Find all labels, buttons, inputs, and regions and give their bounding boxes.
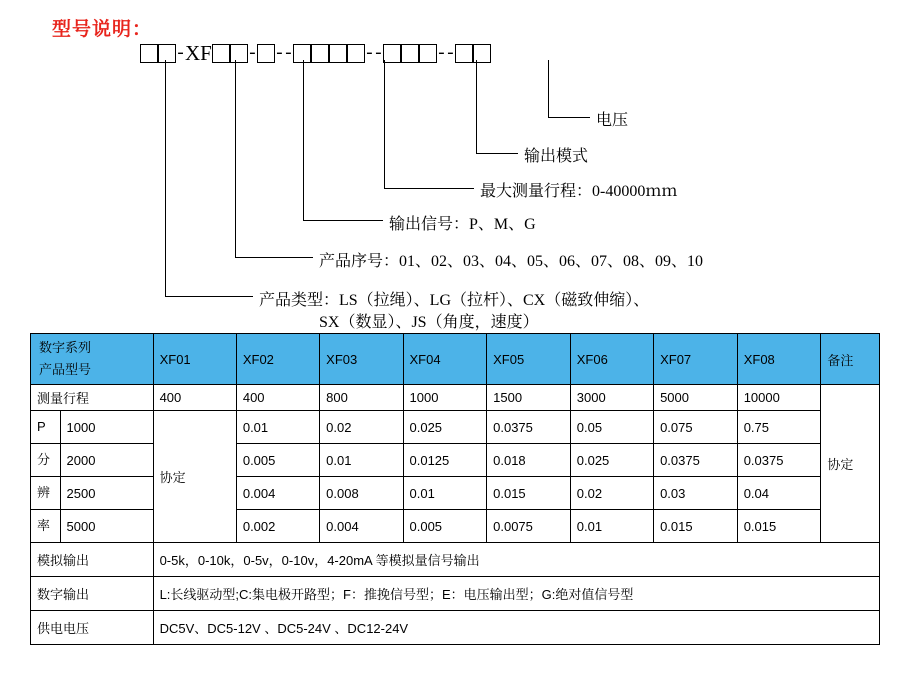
table-row-digital-output <box>31 577 880 611</box>
code-box <box>212 44 230 63</box>
resolution-5000-xf06: 0.01 <box>570 510 653 543</box>
header-cell-xf02: XF02 <box>236 334 319 385</box>
code-box <box>383 44 401 63</box>
resolution-1000-xf03: 0.02 <box>320 411 403 444</box>
header-cell-xf08: XF08 <box>737 334 821 385</box>
resolution-2500-xf06: 0.02 <box>570 477 653 510</box>
header-line-1: 数字系列 <box>39 340 92 355</box>
code-box <box>293 44 311 63</box>
page-title: 型号说明： <box>52 19 153 40</box>
model-code-row <box>140 40 491 66</box>
code-box <box>329 44 347 63</box>
resolution-5000-xf02: 0.002 <box>236 510 319 543</box>
resolution-2500-xf03: 0.008 <box>320 477 403 510</box>
leader-line-output-signal-horizontal <box>303 220 383 221</box>
header-cell-xf05: XF05 <box>487 334 571 385</box>
code-group-output-mode <box>383 44 437 63</box>
code-group-voltage <box>455 44 491 63</box>
leader-line-output-signal-vertical <box>303 60 304 220</box>
range-xf07: 5000 <box>654 385 738 411</box>
table-row-resolution-1000 <box>31 411 880 444</box>
row-value-analog-output: 0-5k，0-10k，0-5v，0-10v，4-20mA 等模拟量信号输出 <box>153 543 879 577</box>
code-dash: - <box>438 42 445 63</box>
code-literal-xf: XF <box>185 40 212 65</box>
range-xf03: 800 <box>320 385 403 411</box>
header-cell-remark: 备注 <box>821 334 880 385</box>
row-label-analog-output: 模拟输出 <box>31 543 154 577</box>
header-cell-xf06: XF06 <box>570 334 653 385</box>
resolution-xf01-agreement: 协定 <box>153 411 236 543</box>
row-label-digital-output: 数字输出 <box>31 577 154 611</box>
resolution-2500-xf04: 0.01 <box>403 477 487 510</box>
callout-product-serial: 产品序号：01、02、03、04、05、06、07、08、09、10 <box>319 253 704 270</box>
resolution-1000-xf07: 0.075 <box>654 411 738 444</box>
resolution-2500-xf05: 0.015 <box>487 477 571 510</box>
spec-table <box>30 333 880 645</box>
range-xf08: 10000 <box>737 385 821 411</box>
range-xf05: 1500 <box>487 385 571 411</box>
code-box <box>158 44 176 63</box>
resolution-2000-xf02: 0.005 <box>236 444 319 477</box>
resolution-5000-xf08: 0.015 <box>737 510 821 543</box>
resolution-2000-xf07: 0.0375 <box>654 444 738 477</box>
leader-line-output-mode-vertical <box>476 60 477 153</box>
resolution-1000-xf06: 0.05 <box>570 411 653 444</box>
resolution-2500-xf02: 0.004 <box>236 477 319 510</box>
range-xf04: 1000 <box>403 385 487 411</box>
leader-line-product-type-horizontal <box>165 296 253 297</box>
resolution-5000-xf04: 0.005 <box>403 510 487 543</box>
range-xf06: 3000 <box>570 385 653 411</box>
resolution-pulse-2000: 2000 <box>60 444 153 477</box>
header-cell-xf07: XF07 <box>654 334 738 385</box>
resolution-pulse-2500: 2500 <box>60 477 153 510</box>
callout-max-range: 最大测量行程：0-40000ｍｍ <box>480 183 678 200</box>
code-box <box>140 44 158 63</box>
resolution-2500-xf08: 0.04 <box>737 477 821 510</box>
callout-output-mode: 输出模式 <box>524 148 589 165</box>
code-group-signal <box>257 44 275 63</box>
resolution-2000-xf05: 0.018 <box>487 444 571 477</box>
code-group-serial <box>212 44 248 63</box>
row-label-supply-voltage: 供电电压 <box>31 611 154 645</box>
code-box <box>230 44 248 63</box>
resolution-pulse-1000: 1000 <box>60 411 153 444</box>
leader-line-max-range-horizontal <box>384 188 474 189</box>
table-header-row <box>31 334 880 385</box>
leader-line-product-serial-vertical <box>235 60 236 257</box>
code-dash: - <box>285 42 292 63</box>
row-value-supply-voltage: DC5V、DC5-12V 、DC5-24V 、DC12-24V <box>153 611 879 645</box>
code-box <box>455 44 473 63</box>
code-box <box>401 44 419 63</box>
callout-product-type-line2: SX（数显）、JS（角度，速度） <box>319 314 539 331</box>
resolution-2000-xf03: 0.01 <box>320 444 403 477</box>
resolution-2000-xf08: 0.0375 <box>737 444 821 477</box>
resolution-1000-xf02: 0.01 <box>236 411 319 444</box>
resolution-label-char-p: P <box>31 411 61 444</box>
code-dash: - <box>447 42 454 63</box>
row-label-measuring-range: 测量行程 <box>31 385 154 411</box>
resolution-1000-xf08: 0.75 <box>737 411 821 444</box>
leader-line-product-serial-horizontal <box>235 257 313 258</box>
resolution-1000-xf05: 0.0375 <box>487 411 571 444</box>
resolution-5000-xf03: 0.004 <box>320 510 403 543</box>
code-dash: - <box>177 42 184 63</box>
leader-line-voltage-vertical <box>548 60 549 117</box>
resolution-5000-xf05: 0.0075 <box>487 510 571 543</box>
callout-voltage: 电压 <box>596 112 629 129</box>
code-box <box>257 44 275 63</box>
row-value-digital-output: L:长线驱动型;C:集电极开路型；F：推挽信号型；E：电压输出型；G:绝对值信号型 <box>153 577 879 611</box>
resolution-pulse-5000: 5000 <box>60 510 153 543</box>
code-dash: - <box>375 42 382 63</box>
leader-line-max-range-vertical <box>384 60 385 188</box>
resolution-2500-xf07: 0.03 <box>654 477 738 510</box>
code-dash: - <box>366 42 373 63</box>
callout-output-signal: 输出信号：P、M、G <box>389 216 536 233</box>
code-dash: - <box>276 42 283 63</box>
code-box <box>347 44 365 63</box>
range-xf01: 400 <box>153 385 236 411</box>
range-xf02: 400 <box>236 385 319 411</box>
code-group-type <box>140 44 176 63</box>
leader-line-product-type-vertical <box>165 60 166 296</box>
resolution-5000-xf07: 0.015 <box>654 510 738 543</box>
remark-cell-agreement: 协定 <box>821 385 880 543</box>
resolution-label-char-fen: 分 <box>31 444 61 477</box>
code-box <box>311 44 329 63</box>
callout-product-type-line1: 产品类型：LS（拉绳）、LG（拉杆）、CX（磁致伸缩）、 <box>259 292 650 309</box>
table-row-measuring-range <box>31 385 880 411</box>
header-cell-xf03: XF03 <box>320 334 403 385</box>
header-line-2: 产品型号 <box>39 362 92 377</box>
leader-line-output-mode-horizontal <box>476 153 518 154</box>
code-box <box>419 44 437 63</box>
table-row-analog-output <box>31 543 880 577</box>
header-cell-product-model <box>31 334 154 385</box>
code-dash: - <box>249 42 256 63</box>
table-row-supply-voltage <box>31 611 880 645</box>
resolution-label-char-bian: 辨 <box>31 477 61 510</box>
resolution-1000-xf04: 0.025 <box>403 411 487 444</box>
header-cell-xf01: XF01 <box>153 334 236 385</box>
resolution-2000-xf06: 0.025 <box>570 444 653 477</box>
header-cell-xf04: XF04 <box>403 334 487 385</box>
leader-line-voltage-horizontal <box>548 117 590 118</box>
resolution-label-char-lv: 率 <box>31 510 61 543</box>
resolution-2000-xf04: 0.0125 <box>403 444 487 477</box>
